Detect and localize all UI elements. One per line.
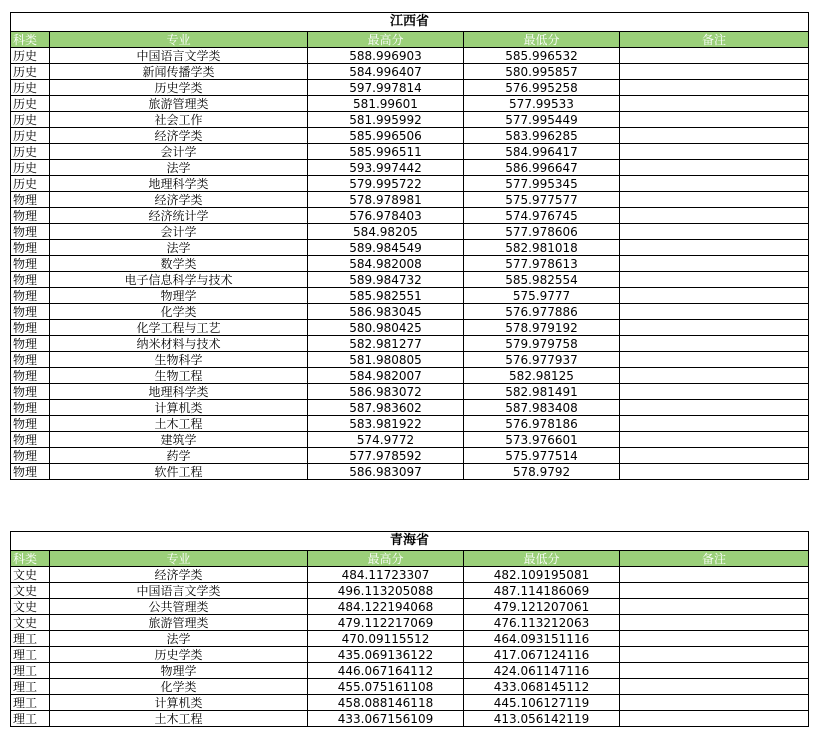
max-score-cell: 581.995992	[308, 112, 464, 128]
table-header-row	[11, 551, 809, 567]
table-row	[11, 112, 809, 128]
max-score-cell: 586.983097	[308, 464, 464, 480]
subject-type-cell: 物理	[11, 448, 50, 464]
min-score-cell: 574.976745	[464, 208, 620, 224]
max-score-cell: 496.113205088	[308, 583, 464, 599]
note-cell	[620, 464, 809, 480]
table-row	[11, 464, 809, 480]
min-score-cell: 573.976601	[464, 432, 620, 448]
subject-type-cell: 物理	[11, 336, 50, 352]
table-header-row	[11, 32, 809, 48]
subject-type-cell: 物理	[11, 320, 50, 336]
header-note: 备注	[620, 551, 809, 567]
major-cell: 土木工程	[50, 711, 308, 727]
subject-type-cell: 历史	[11, 144, 50, 160]
max-score-cell: 581.99601	[308, 96, 464, 112]
province-title: 江西省	[11, 13, 809, 32]
subject-type-cell: 物理	[11, 272, 50, 288]
table-row	[11, 631, 809, 647]
subject-type-cell: 物理	[11, 288, 50, 304]
major-cell: 药学	[50, 448, 308, 464]
major-cell: 软件工程	[50, 464, 308, 480]
note-cell	[620, 432, 809, 448]
subject-type-cell: 物理	[11, 416, 50, 432]
table-row	[11, 224, 809, 240]
major-cell: 历史学类	[50, 647, 308, 663]
table-row	[11, 695, 809, 711]
max-score-cell: 578.978981	[308, 192, 464, 208]
note-cell	[620, 336, 809, 352]
max-score-cell: 580.980425	[308, 320, 464, 336]
note-cell	[620, 416, 809, 432]
note-cell	[620, 448, 809, 464]
min-score-cell: 583.996285	[464, 128, 620, 144]
max-score-cell: 584.982007	[308, 368, 464, 384]
major-cell: 纳米材料与技术	[50, 336, 308, 352]
table-row	[11, 615, 809, 631]
table-row	[11, 368, 809, 384]
table-row	[11, 416, 809, 432]
note-cell	[620, 368, 809, 384]
subject-type-cell: 理工	[11, 631, 50, 647]
note-cell	[620, 615, 809, 631]
note-cell	[620, 112, 809, 128]
table-row	[11, 160, 809, 176]
table-row	[11, 320, 809, 336]
note-cell	[620, 320, 809, 336]
subject-type-cell: 理工	[11, 679, 50, 695]
max-score-cell: 435.069136122	[308, 647, 464, 663]
max-score-cell: 585.996511	[308, 144, 464, 160]
min-score-cell: 445.106127119	[464, 695, 620, 711]
min-score-cell: 586.996647	[464, 160, 620, 176]
major-cell: 法学	[50, 240, 308, 256]
major-cell: 法学	[50, 631, 308, 647]
min-score-cell: 413.056142119	[464, 711, 620, 727]
subject-type-cell: 历史	[11, 80, 50, 96]
note-cell	[620, 256, 809, 272]
major-cell: 地理科学类	[50, 176, 308, 192]
subject-type-cell: 理工	[11, 663, 50, 679]
max-score-cell: 433.067156109	[308, 711, 464, 727]
min-score-cell: 575.977577	[464, 192, 620, 208]
table-row	[11, 448, 809, 464]
major-cell: 土木工程	[50, 416, 308, 432]
min-score-cell: 582.98125	[464, 368, 620, 384]
min-score-cell: 577.995449	[464, 112, 620, 128]
subject-type-cell: 文史	[11, 615, 50, 631]
major-cell: 地理科学类	[50, 384, 308, 400]
min-score-cell: 576.977886	[464, 304, 620, 320]
min-score-cell: 482.109195081	[464, 567, 620, 583]
note-cell	[620, 224, 809, 240]
max-score-cell: 455.075161108	[308, 679, 464, 695]
min-score-cell: 585.996532	[464, 48, 620, 64]
header-min-score: 最低分	[464, 551, 620, 567]
max-score-cell: 582.981277	[308, 336, 464, 352]
note-cell	[620, 583, 809, 599]
max-score-cell: 484.122194068	[308, 599, 464, 615]
header-note: 备注	[620, 32, 809, 48]
score-table-jiangxi	[10, 12, 809, 480]
subject-type-cell: 理工	[11, 647, 50, 663]
min-score-cell: 577.978613	[464, 256, 620, 272]
min-score-cell: 576.995258	[464, 80, 620, 96]
max-score-cell: 446.067164112	[308, 663, 464, 679]
major-cell: 历史学类	[50, 80, 308, 96]
major-cell: 中国语言文学类	[50, 48, 308, 64]
note-cell	[620, 176, 809, 192]
major-cell: 化学类	[50, 679, 308, 695]
max-score-cell: 576.978403	[308, 208, 464, 224]
note-cell	[620, 208, 809, 224]
note-cell	[620, 272, 809, 288]
major-cell: 经济学类	[50, 128, 308, 144]
note-cell	[620, 64, 809, 80]
note-cell	[620, 567, 809, 583]
max-score-cell: 586.983045	[308, 304, 464, 320]
table-row	[11, 192, 809, 208]
min-score-cell: 479.121207061	[464, 599, 620, 615]
max-score-cell: 589.984732	[308, 272, 464, 288]
major-cell: 物理学	[50, 663, 308, 679]
major-cell: 法学	[50, 160, 308, 176]
min-score-cell: 464.093151116	[464, 631, 620, 647]
min-score-cell: 577.995345	[464, 176, 620, 192]
max-score-cell: 581.980805	[308, 352, 464, 368]
table-row	[11, 64, 809, 80]
note-cell	[620, 160, 809, 176]
header-subject-type: 科类	[11, 32, 50, 48]
max-score-cell: 588.996903	[308, 48, 464, 64]
max-score-cell: 458.088146118	[308, 695, 464, 711]
min-score-cell: 417.067124116	[464, 647, 620, 663]
table-row	[11, 336, 809, 352]
subject-type-cell: 文史	[11, 599, 50, 615]
major-cell: 旅游管理类	[50, 96, 308, 112]
major-cell: 中国语言文学类	[50, 583, 308, 599]
table-row	[11, 240, 809, 256]
major-cell: 公共管理类	[50, 599, 308, 615]
min-score-cell: 487.114186069	[464, 583, 620, 599]
note-cell	[620, 647, 809, 663]
subject-type-cell: 历史	[11, 176, 50, 192]
subject-type-cell: 物理	[11, 368, 50, 384]
major-cell: 化学类	[50, 304, 308, 320]
subject-type-cell: 物理	[11, 192, 50, 208]
min-score-cell: 582.981491	[464, 384, 620, 400]
table-row	[11, 663, 809, 679]
header-min-score: 最低分	[464, 32, 620, 48]
major-cell: 生物工程	[50, 368, 308, 384]
max-score-cell: 587.983602	[308, 400, 464, 416]
note-cell	[620, 711, 809, 727]
max-score-cell: 586.983072	[308, 384, 464, 400]
min-score-cell: 579.979758	[464, 336, 620, 352]
subject-type-cell: 文史	[11, 567, 50, 583]
major-cell: 会计学	[50, 144, 308, 160]
table-row	[11, 711, 809, 727]
subject-type-cell: 历史	[11, 160, 50, 176]
subject-type-cell: 历史	[11, 96, 50, 112]
subject-type-cell: 物理	[11, 256, 50, 272]
major-cell: 社会工作	[50, 112, 308, 128]
min-score-cell: 578.9792	[464, 464, 620, 480]
subject-type-cell: 物理	[11, 432, 50, 448]
note-cell	[620, 352, 809, 368]
min-score-cell: 578.979192	[464, 320, 620, 336]
table-row	[11, 288, 809, 304]
score-table-qinghai	[10, 531, 809, 727]
min-score-cell: 576.977937	[464, 352, 620, 368]
subject-type-cell: 历史	[11, 112, 50, 128]
note-cell	[620, 128, 809, 144]
max-score-cell: 584.996407	[308, 64, 464, 80]
subject-type-cell: 理工	[11, 695, 50, 711]
min-score-cell: 585.982554	[464, 272, 620, 288]
min-score-cell: 577.978606	[464, 224, 620, 240]
note-cell	[620, 631, 809, 647]
table-row	[11, 352, 809, 368]
min-score-cell: 587.983408	[464, 400, 620, 416]
header-major: 专业	[50, 32, 308, 48]
major-cell: 计算机类	[50, 400, 308, 416]
max-score-cell: 584.98205	[308, 224, 464, 240]
table-row	[11, 256, 809, 272]
major-cell: 物理学	[50, 288, 308, 304]
subject-type-cell: 物理	[11, 464, 50, 480]
max-score-cell: 585.982551	[308, 288, 464, 304]
note-cell	[620, 80, 809, 96]
province-title: 青海省	[11, 532, 809, 551]
note-cell	[620, 304, 809, 320]
major-cell: 新闻传播学类	[50, 64, 308, 80]
major-cell: 经济学类	[50, 192, 308, 208]
max-score-cell: 585.996506	[308, 128, 464, 144]
min-score-cell: 577.99533	[464, 96, 620, 112]
header-major: 专业	[50, 551, 308, 567]
note-cell	[620, 48, 809, 64]
table-title-row	[11, 13, 809, 32]
note-cell	[620, 679, 809, 695]
min-score-cell: 433.068145112	[464, 679, 620, 695]
table-row	[11, 647, 809, 663]
table-row	[11, 128, 809, 144]
min-score-cell: 575.9777	[464, 288, 620, 304]
max-score-cell: 574.9772	[308, 432, 464, 448]
min-score-cell: 424.061147116	[464, 663, 620, 679]
subject-type-cell: 物理	[11, 352, 50, 368]
major-cell: 数学类	[50, 256, 308, 272]
subject-type-cell: 历史	[11, 128, 50, 144]
table-row	[11, 176, 809, 192]
note-cell	[620, 663, 809, 679]
header-max-score: 最高分	[308, 32, 464, 48]
note-cell	[620, 599, 809, 615]
table-row	[11, 599, 809, 615]
max-score-cell: 589.984549	[308, 240, 464, 256]
major-cell: 经济统计学	[50, 208, 308, 224]
table-row	[11, 400, 809, 416]
major-cell: 旅游管理类	[50, 615, 308, 631]
note-cell	[620, 695, 809, 711]
subject-type-cell: 文史	[11, 583, 50, 599]
note-cell	[620, 400, 809, 416]
min-score-cell: 575.977514	[464, 448, 620, 464]
max-score-cell: 583.981922	[308, 416, 464, 432]
major-cell: 电子信息科学与技术	[50, 272, 308, 288]
note-cell	[620, 192, 809, 208]
note-cell	[620, 384, 809, 400]
major-cell: 会计学	[50, 224, 308, 240]
max-score-cell: 584.982008	[308, 256, 464, 272]
note-cell	[620, 144, 809, 160]
max-score-cell: 470.09115512	[308, 631, 464, 647]
min-score-cell: 476.113212063	[464, 615, 620, 631]
subject-type-cell: 物理	[11, 224, 50, 240]
table-row	[11, 679, 809, 695]
min-score-cell: 580.995857	[464, 64, 620, 80]
subject-type-cell: 历史	[11, 48, 50, 64]
major-cell: 经济学类	[50, 567, 308, 583]
subject-type-cell: 物理	[11, 240, 50, 256]
max-score-cell: 593.997442	[308, 160, 464, 176]
table-row	[11, 96, 809, 112]
max-score-cell: 579.995722	[308, 176, 464, 192]
major-cell: 建筑学	[50, 432, 308, 448]
major-cell: 计算机类	[50, 695, 308, 711]
max-score-cell: 484.11723307	[308, 567, 464, 583]
major-cell: 化学工程与工艺	[50, 320, 308, 336]
table-row	[11, 432, 809, 448]
table-title-row	[11, 532, 809, 551]
subject-type-cell: 物理	[11, 384, 50, 400]
note-cell	[620, 240, 809, 256]
header-subject-type: 科类	[11, 551, 50, 567]
table-row	[11, 144, 809, 160]
header-max-score: 最高分	[308, 551, 464, 567]
note-cell	[620, 96, 809, 112]
table-row	[11, 304, 809, 320]
table-row	[11, 583, 809, 599]
table-row	[11, 567, 809, 583]
table-row	[11, 384, 809, 400]
min-score-cell: 584.996417	[464, 144, 620, 160]
max-score-cell: 597.997814	[308, 80, 464, 96]
max-score-cell: 577.978592	[308, 448, 464, 464]
table-row	[11, 272, 809, 288]
table-row	[11, 208, 809, 224]
table-row	[11, 48, 809, 64]
table-row	[11, 80, 809, 96]
subject-type-cell: 理工	[11, 711, 50, 727]
min-score-cell: 582.981018	[464, 240, 620, 256]
max-score-cell: 479.112217069	[308, 615, 464, 631]
subject-type-cell: 物理	[11, 400, 50, 416]
subject-type-cell: 历史	[11, 64, 50, 80]
major-cell: 生物科学	[50, 352, 308, 368]
subject-type-cell: 物理	[11, 208, 50, 224]
note-cell	[620, 288, 809, 304]
subject-type-cell: 物理	[11, 304, 50, 320]
min-score-cell: 576.978186	[464, 416, 620, 432]
